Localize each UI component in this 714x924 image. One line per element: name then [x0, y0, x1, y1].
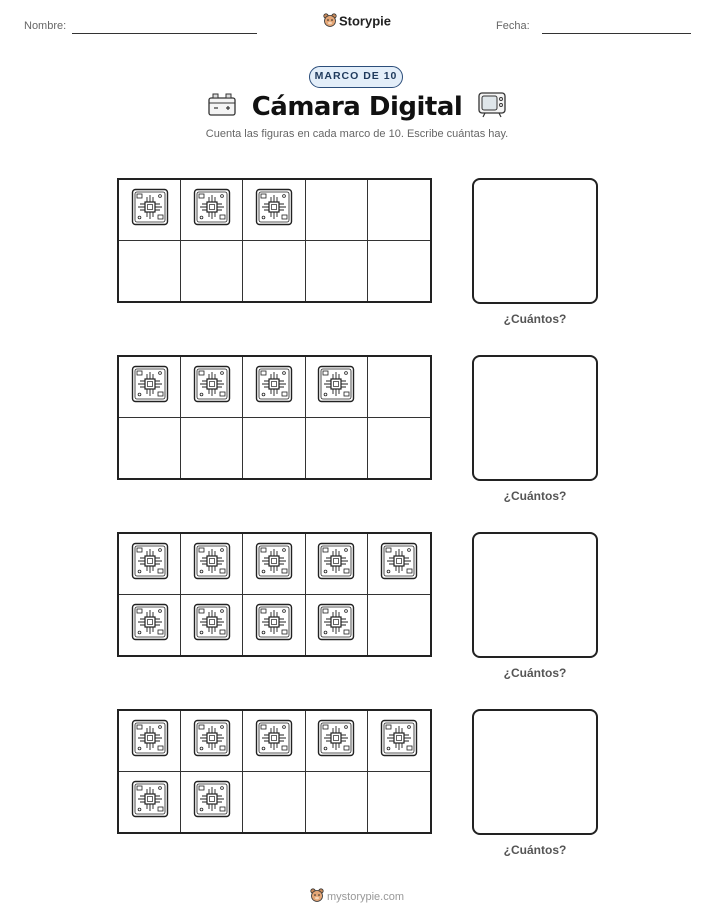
circuit-chip-icon [193, 188, 231, 231]
ten-frame-cell [243, 180, 305, 241]
ten-frame-cell [243, 595, 305, 656]
ten-frame-cell [181, 772, 243, 833]
answer-label: ¿Cuántos? [503, 666, 567, 680]
bear-logo-icon [323, 13, 337, 31]
ten-frame-cell [243, 357, 305, 418]
answer-box[interactable] [472, 355, 598, 481]
ten-frame-cell [306, 711, 368, 772]
brand [0, 13, 714, 31]
ten-frame-cell [368, 711, 430, 772]
ten-frame-cell [306, 241, 368, 302]
ten-frame-cell [306, 595, 368, 656]
ten-frame-cell [181, 241, 243, 302]
date-field[interactable] [542, 33, 691, 34]
circuit-chip-icon [255, 188, 293, 231]
circuit-chip-icon [380, 719, 418, 762]
ten-frame-cell [306, 534, 368, 595]
circuit-chip-icon [131, 603, 169, 646]
circuit-chip-icon [317, 603, 355, 646]
circuit-chip-icon [380, 542, 418, 585]
circuit-chip-icon [131, 188, 169, 231]
ten-frame-cell [368, 180, 430, 241]
ten-frame-cell [119, 241, 181, 302]
ten-frame-cell [243, 534, 305, 595]
monitor-icon [477, 90, 507, 123]
circuit-chip-icon [193, 603, 231, 646]
circuit-chip-icon [317, 719, 355, 762]
ten-frame-cell [119, 595, 181, 656]
circuit-chip-icon [317, 365, 355, 408]
ten-frame [117, 709, 432, 834]
answer-box[interactable] [472, 709, 598, 835]
bear-logo-icon [310, 888, 324, 906]
ten-frame [117, 178, 432, 303]
footer-url: mystorypie.com [326, 890, 405, 903]
ten-frame-cell [119, 180, 181, 241]
answer-box[interactable] [472, 178, 598, 304]
ten-frame-cell [181, 711, 243, 772]
circuit-chip-icon [193, 365, 231, 408]
ten-frame-cell [243, 241, 305, 302]
ten-frame-cell [306, 418, 368, 479]
page-title: Cámara Digital [251, 91, 463, 122]
circuit-chip-icon [255, 603, 293, 646]
ten-frame-cell [119, 711, 181, 772]
name-field[interactable] [72, 33, 257, 34]
ten-frame-cell [243, 418, 305, 479]
battery-icon [207, 91, 237, 122]
ten-frame-cell [368, 595, 430, 656]
ten-frame-cell [368, 772, 430, 833]
worksheet-badge: MARCO DE 10 [309, 66, 403, 88]
date-label: Fecha: [496, 20, 530, 32]
ten-frame-cell [306, 772, 368, 833]
ten-frame-cell [119, 357, 181, 418]
circuit-chip-icon [255, 542, 293, 585]
ten-frame-cell [306, 180, 368, 241]
circuit-chip-icon [193, 719, 231, 762]
ten-frame-cell [119, 772, 181, 833]
ten-frame [117, 355, 432, 480]
ten-frame-cell [368, 534, 430, 595]
ten-frame-cell [181, 180, 243, 241]
circuit-chip-icon [193, 542, 231, 585]
ten-frame-cell [181, 418, 243, 479]
brand-name: Storypie [338, 13, 391, 29]
ten-frame-cell [181, 595, 243, 656]
ten-frame-cell [243, 711, 305, 772]
answer-label: ¿Cuántos? [503, 489, 567, 503]
circuit-chip-icon [131, 780, 169, 823]
ten-frame-cell [243, 772, 305, 833]
footer [0, 888, 714, 906]
answer-label: ¿Cuántos? [503, 843, 567, 857]
ten-frame-cell [368, 418, 430, 479]
instructions: Cuenta las figuras en cada marco de 10. Escribe cuántas hay. [205, 128, 509, 140]
ten-frame [117, 532, 432, 657]
ten-frame-cell [119, 418, 181, 479]
circuit-chip-icon [131, 365, 169, 408]
ten-frame-cell [306, 357, 368, 418]
ten-frame-cell [368, 357, 430, 418]
ten-frame-cell [368, 241, 430, 302]
answer-label: ¿Cuántos? [503, 312, 567, 326]
ten-frame-cell [181, 534, 243, 595]
name-label: Nombre: [24, 20, 67, 32]
title-row [0, 90, 714, 130]
circuit-chip-icon [131, 542, 169, 585]
answer-box[interactable] [472, 532, 598, 658]
circuit-chip-icon [255, 365, 293, 408]
ten-frame-cell [119, 534, 181, 595]
circuit-chip-icon [131, 719, 169, 762]
circuit-chip-icon [317, 542, 355, 585]
ten-frame-cell [181, 357, 243, 418]
circuit-chip-icon [255, 719, 293, 762]
circuit-chip-icon [193, 780, 231, 823]
